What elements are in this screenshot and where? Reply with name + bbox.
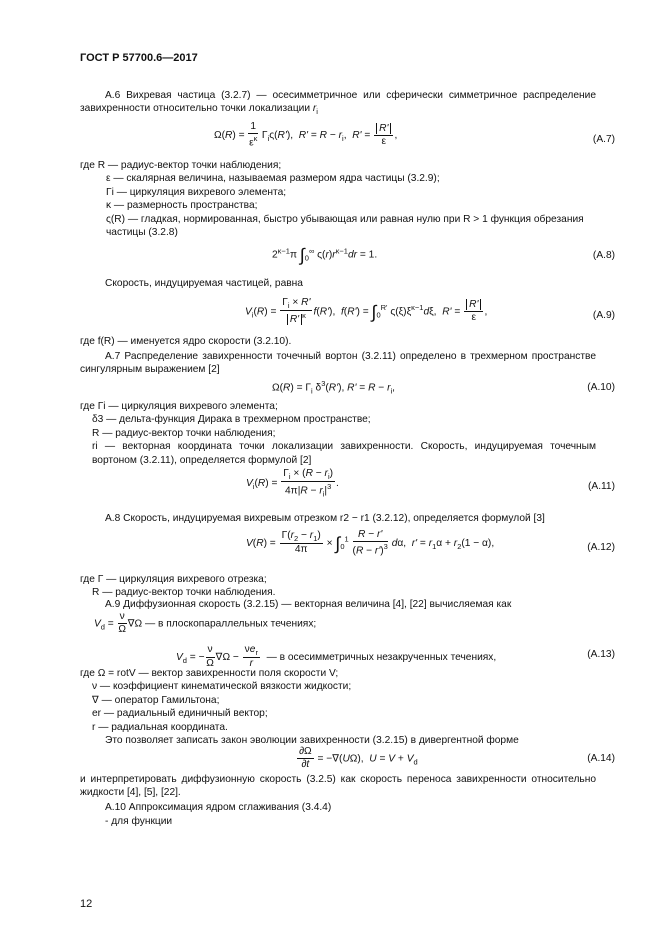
eq-number-a14: (А.14) [587, 753, 615, 764]
formula-a9: $V_i(R)$ = $\frac{\Gamma_i \times R'}{R' ^\kappa}$ f(R'), $f(R') = \int_0^{R'}$ $\varsigma(\xi)\xi^{\kappa-1}d\xi$, R' = $\frac{R'}{\varepsilon}$ , [245, 297, 488, 326]
def-gamma-i: где Γi — циркуляция вихревого элемента; [80, 401, 278, 412]
def-nabla: ∇ — оператор Гамильтона; [92, 694, 220, 706]
a7-definitions [80, 400, 596, 467]
a8-definitions [80, 573, 596, 600]
def-kappa: κ — размерность пространства; [106, 200, 258, 212]
velocity-intro: Скорость, индуцируемая частицей, равна [105, 278, 303, 289]
eq-number-a10: (А.10) [587, 382, 615, 393]
a7-intro: А.7 Распределение завихренности точечный вортон (3.2.11) определено в трехмерном пространстве сингулярным выражением [2] [80, 351, 596, 376]
formula-a10: $\Omega(R) = \Gamma_i$ $\delta^3(R')$, $R' = R - r_i$, [272, 379, 395, 396]
def-r: r — радиальная координата. [92, 721, 228, 733]
def-ri: ri — векторная координата точки локализации завихренности. Скорость, индуцируемая точечным вортоном (3.2.11), определяется формулой [2] [92, 441, 596, 466]
formula-a13: $V_d$ = − $\frac{\nu}{\Omega}$ ∇Ω − $\frac{\nu e_r}{r}$ — в осесимметричных незакрученных течениях, [176, 644, 497, 670]
def-er: er — радиальный единичный вектор; [92, 708, 268, 720]
def-gamma-segment: где Γ — циркуляция вихревого отрезка; [80, 574, 267, 585]
def-nu: ν — коэффициент кинематической вязкости жидкости; [92, 681, 352, 693]
a9-definitions [80, 667, 596, 748]
kernel-note: где f(R) — именуется ядро скорости (3.2.10). [80, 336, 292, 347]
def-dirac: δ3 — дельта-функция Дирака в трехмерном пространстве; [92, 414, 371, 426]
a6-definitions [80, 159, 596, 240]
def-epsilon: ε — скалярная величина, называемая размером ядра частицы (3.2.9); [106, 173, 440, 185]
eq-number-a13: (А.13) [587, 649, 615, 660]
formula-a14: $\frac{\partial\Omega}{\partial t}$ = −∇(UΩ), $U = V + V_d$ [299, 746, 418, 771]
formula-vd-plane: $V_d$ = $\frac{\nu}{\Omega}$ ∇Ω — в плоскопараллельных течениях; [94, 611, 317, 636]
a10-item: - для функции [105, 816, 173, 827]
a8-intro: А.8 Скорость, индуцируемая вихревым отрезком r2 − r1 (3.2.12), определяется формулой [3] [105, 513, 545, 524]
formula-a8: $2^{\kappa-1}\pi$ $\int_0^\infty$ $\varsigma(r)r^{\kappa-1}dr = 1$. [272, 245, 378, 265]
def-radius-3: R — радиус-вектор точки наблюдения. [92, 587, 276, 599]
eq-number-a9: (А.9) [592, 310, 615, 321]
a9-interpretation: и интерпретировать диффузионную скорость (3.2.5) как скорость переноса завихренности относительно жидкости [4], [5], [22]. [80, 774, 596, 799]
def-gamma: Γi — циркуляция вихревого элемента; [106, 186, 287, 198]
eq-number-a8: (А.8) [592, 250, 615, 261]
formula-a7: Ω(R) = $\frac{1}{\varepsilon^\kappa}$ $\Gamma_i\varsigma(R')$, $R' = R - r_i$, R' = $\frac{R'}{\varepsilon}$ , [214, 121, 398, 149]
formula-a12: V(R) = $\frac{\Gamma(r_2 - r_1)}{4\pi}$ × $\int_0^1$ $\frac{R - r'}{(R - r')^3}$ dα, $r' = r_1\alpha + r_2(1 - \alpha)$, [246, 529, 495, 557]
eq-number-a11: (А.11) [588, 481, 615, 492]
def-omega: где Ω = rotV — вектор завихренности поля скорости V; [80, 668, 339, 679]
a6-intro: А.6 Вихревая частица (3.2.7) — осесимметричное или сферически симметричное распределение завихренности относительно точки локализации $r_i$ [80, 90, 596, 117]
eq-number-a12: (А.12) [587, 542, 615, 553]
a9-intro: А.9 Диффузионная скорость (3.2.15) — векторная величина [4], [22] вычисляемая как [105, 599, 512, 610]
a10-title: А.10 Аппроксимация ядром сглаживания (3.4.4) [105, 802, 332, 813]
formula-a11: $V_i(R)$ = $\frac{\Gamma_i \times (R - r_i)}{4\pi|R - r_i|^3}$ . [246, 468, 339, 499]
def-radius: где R — радиус-вектор точки наблюдения; [80, 160, 282, 171]
evolution-law: Это позволяет записать закон эволюции завихренности (3.2.15) в дивергентной форме [105, 735, 519, 747]
standard-header: ГОСТ Р 57700.6—2017 [80, 52, 198, 64]
page-number: 12 [80, 898, 93, 910]
def-cutoff: ς(R) — гладкая, нормированная, быстро убывающая или равная нулю при R > 1 функция обрезания частицы (3.2.8) [106, 213, 584, 239]
def-radius-2: R — радиус-вектор точки наблюдения; [92, 427, 276, 439]
eq-number-a7: (А.7) [592, 134, 615, 145]
